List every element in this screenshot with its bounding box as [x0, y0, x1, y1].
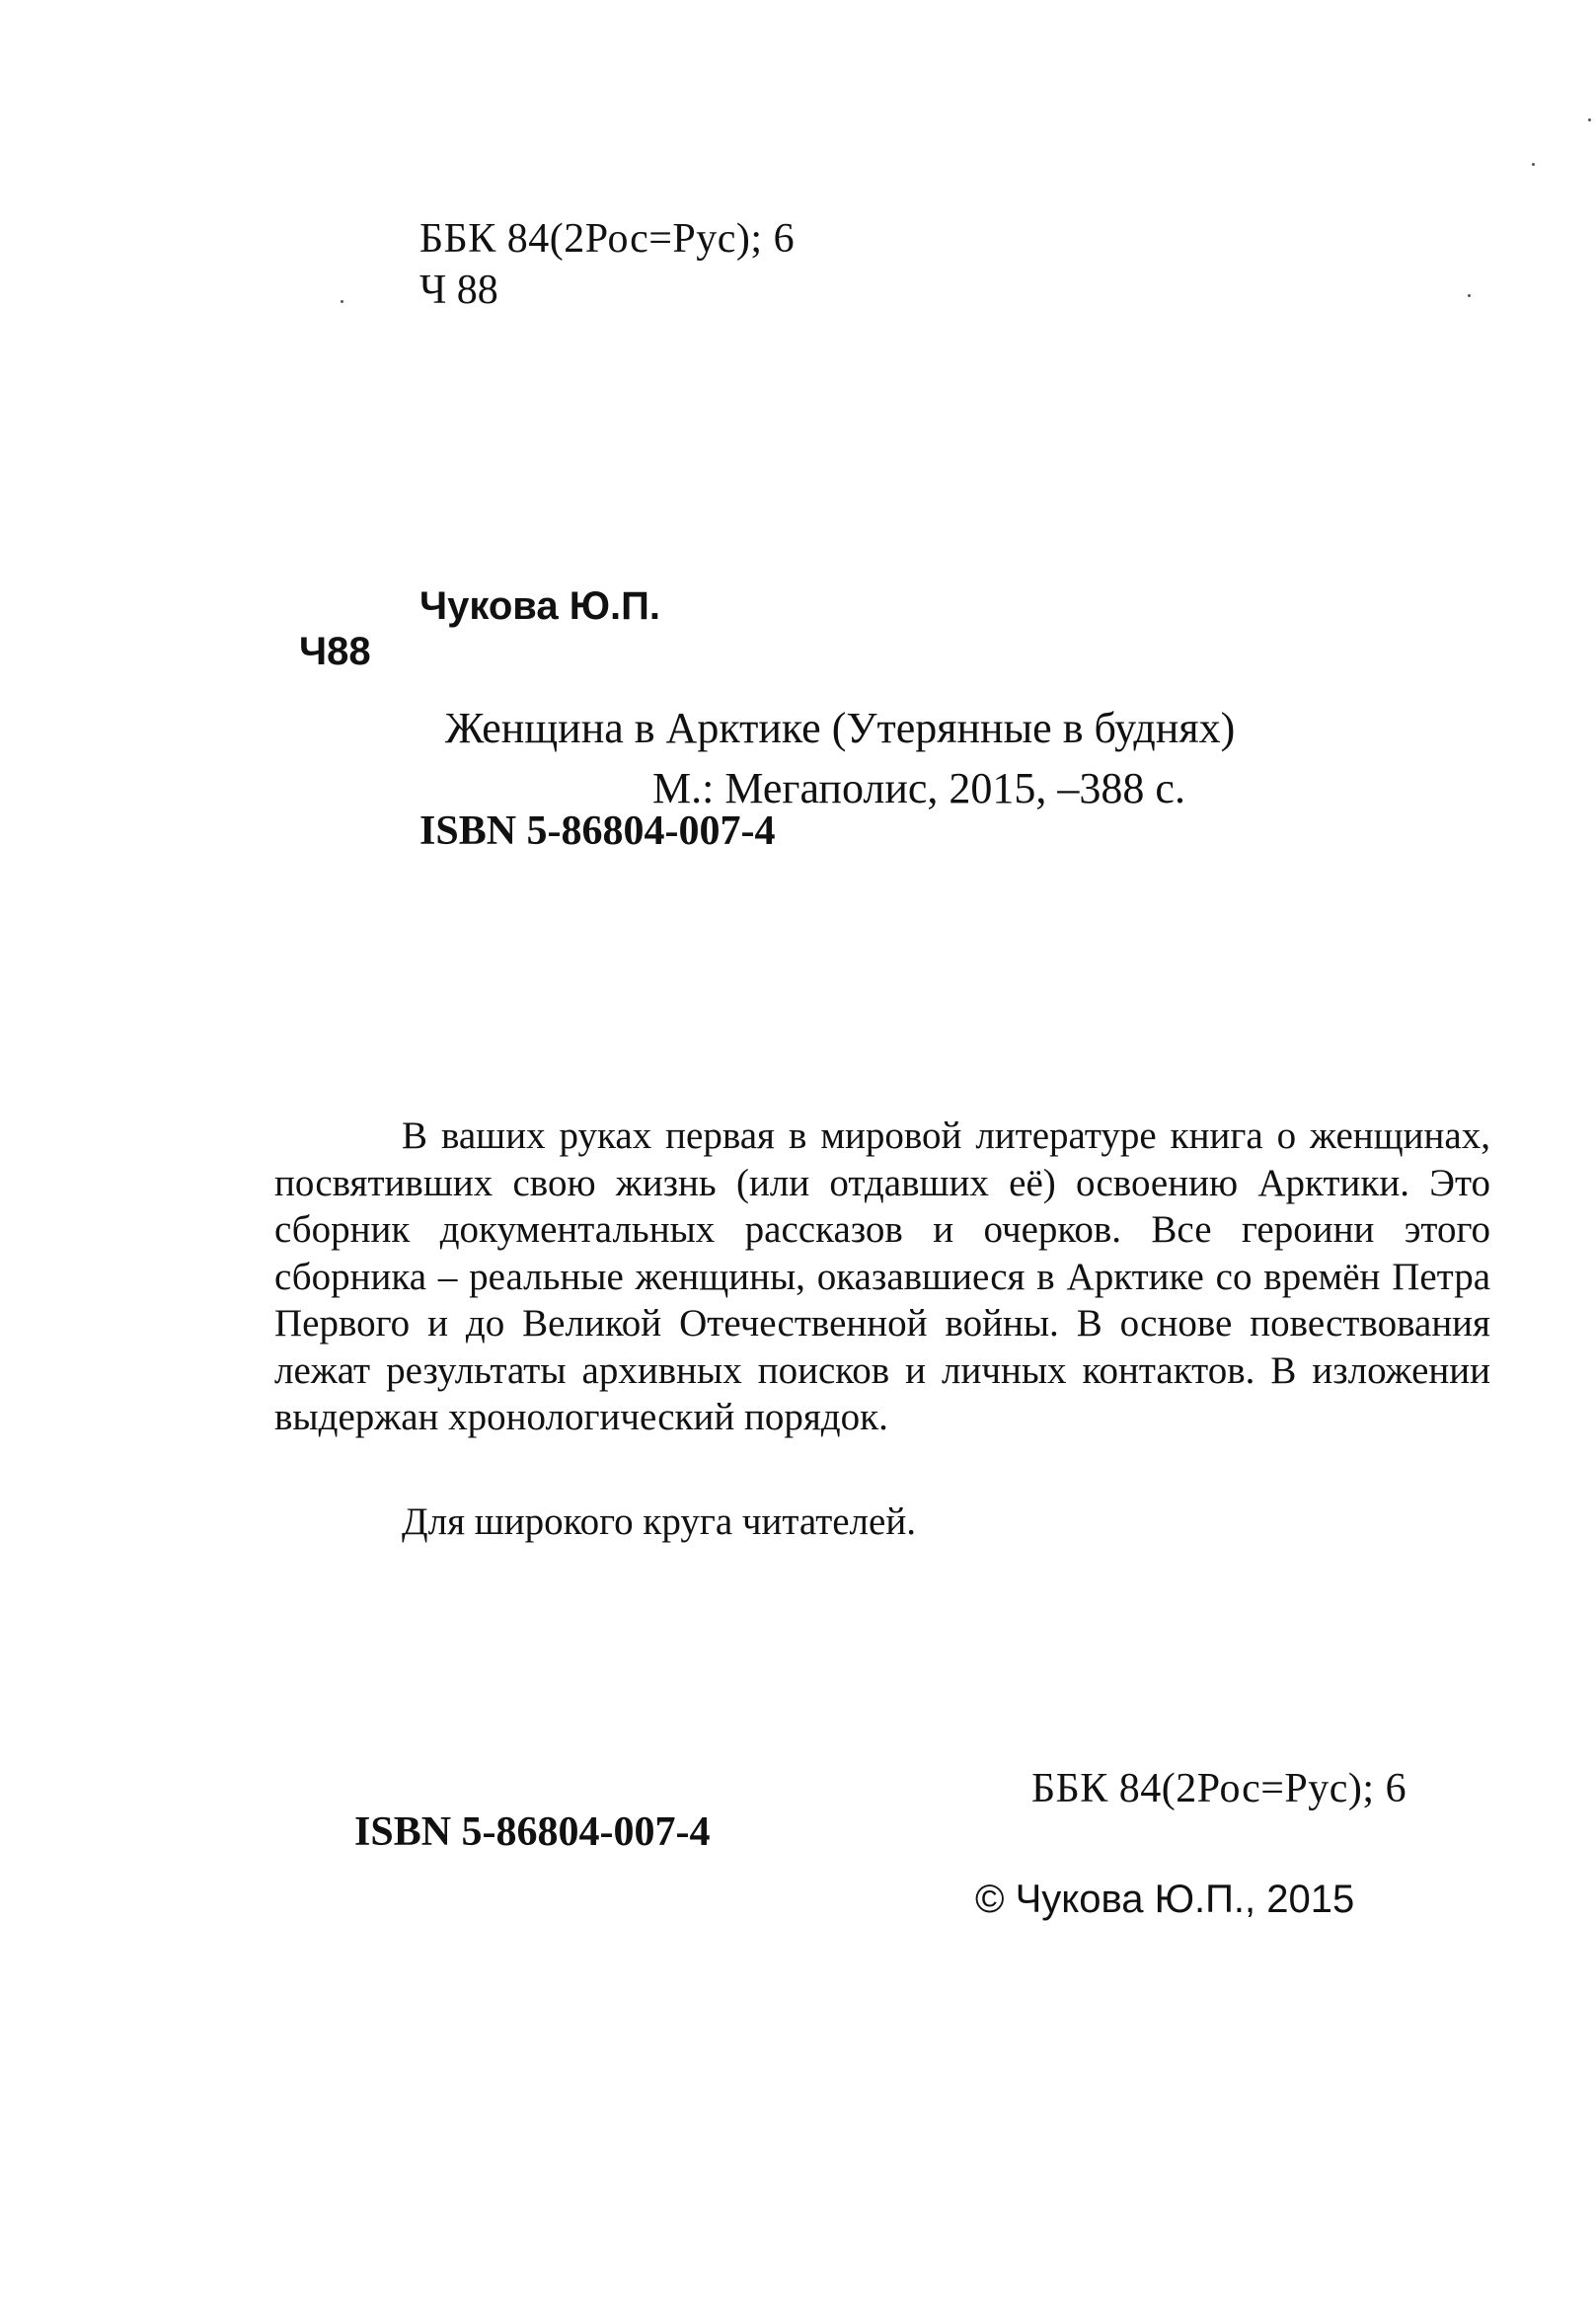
- isbn-bottom: ISBN 5-86804-007-4: [354, 1809, 711, 1855]
- bbk-classification-top: ББК 84(2Рос=Рус); 6: [419, 216, 796, 262]
- annotation-paragraph: В ваших руках первая в мировой литературе книга о женщинах, посвятивших свою жизнь (или отдавших её) освоению Арктики. Это сборник документальных рассказов и очерков. Все героини этого сборника – реальные женщины, оказавшиеся в Арктике со времён Петра Первого и до Великой Отечественной войны. В основе повествования лежат результаты архивных поисков и личных контактов. В изложении выдержан хронологический порядок.: [274, 1114, 1490, 1438]
- bbk-classification-bottom: ББК 84(2Рос=Рус); 6: [1031, 1766, 1407, 1811]
- copyright-notice: © Чукова Ю.П., 2015: [975, 1878, 1355, 1921]
- scan-speck: [1468, 294, 1471, 297]
- audience-note: Для широкого круга читателей.: [402, 1500, 916, 1543]
- publisher-line: М.: Мегаполис, 2015, –388 с.: [652, 764, 1185, 812]
- scan-speck: [1532, 163, 1535, 166]
- scan-speck: [1588, 118, 1591, 121]
- isbn-top: ISBN 5-86804-007-4: [419, 808, 776, 854]
- book-title: Женщина в Арктике (Утерянные в буднях): [445, 704, 1236, 752]
- author-code-top: Ч 88: [419, 268, 498, 313]
- author-name: Чукова Ю.П.: [419, 584, 660, 628]
- scan-speck: [341, 300, 343, 303]
- author-code-side: Ч88: [299, 630, 371, 673]
